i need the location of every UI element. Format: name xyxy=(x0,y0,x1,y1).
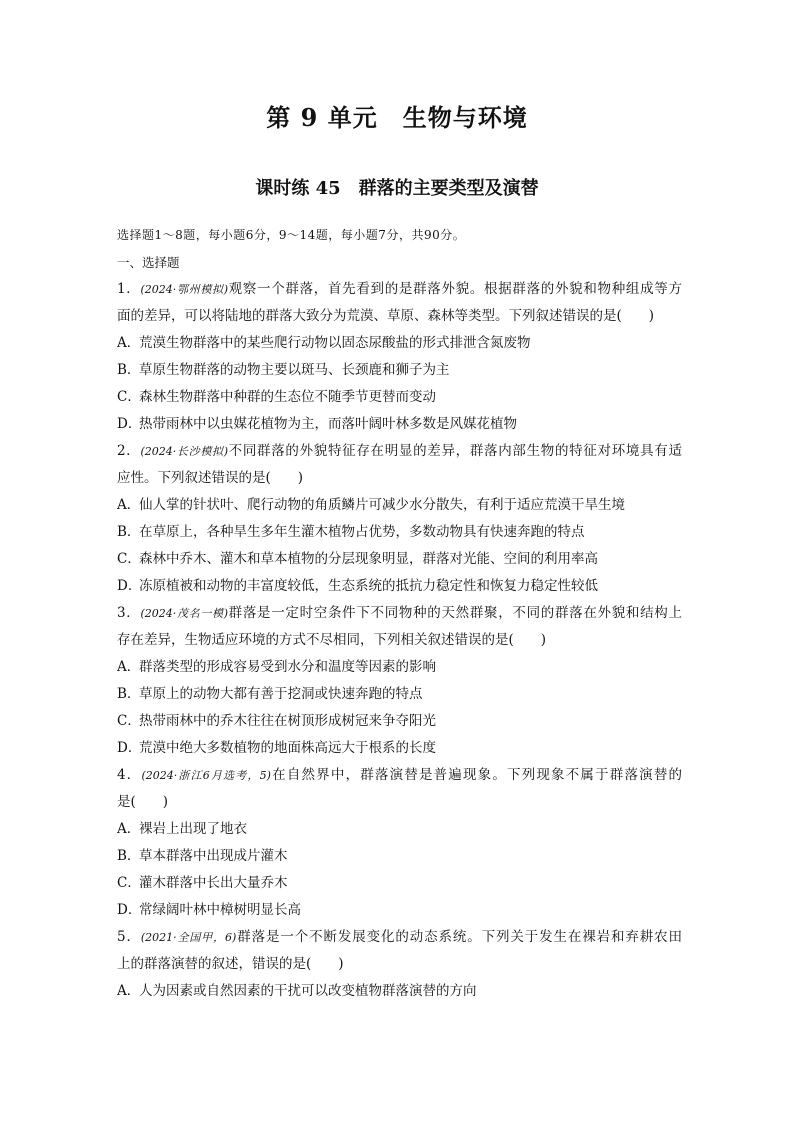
option-text: 在草原上，各种旱生多年生灌木植物占优势，多数动物具有快速奔跑的特点 xyxy=(139,524,585,540)
option-letter: C． xyxy=(117,389,141,405)
option-letter: B． xyxy=(117,524,141,540)
question-content xyxy=(117,222,682,1005)
question-stem-text: 群落是一定时空条件下不同物种的天然群聚，不同的群落在外貌和结构上 xyxy=(227,605,682,621)
section-label: 一、选择题 xyxy=(117,255,180,270)
question-stem-line xyxy=(117,762,682,789)
option-text: 草本群落中出现成片灌木 xyxy=(139,848,288,864)
question-source: (2024·浙江6月选考，5) xyxy=(141,769,271,782)
option-text: 草原生物群落的动物主要以斑马、长颈鹿和狮子为主 xyxy=(139,362,450,378)
option-text: 荒漠生物群落中的某些爬行动物以固态尿酸盐的形式排泄含氮废物 xyxy=(139,335,531,351)
option-text: 常绿阔叶林中樟树明显长高 xyxy=(139,902,301,918)
question-stem-text: 在自然界中，群落演替是普遍现象。下列现象不属于群落演替的 xyxy=(270,767,682,783)
option-d xyxy=(117,735,682,762)
option-letter: A． xyxy=(117,659,141,675)
option-letter: D． xyxy=(117,902,142,918)
option-text: 森林中乔木、灌木和草本植物的分层现象明显，群落对光能、空间的利用率高 xyxy=(139,551,598,567)
option-a xyxy=(117,654,682,681)
question-stem-text: 不同群落的外貌特征存在明显的差异，群落内部生物的特征对环境具有适 xyxy=(227,443,682,459)
question-stem-line: 上的群落演替的叙述，错误的是( ) xyxy=(117,956,344,972)
option-letter: A． xyxy=(117,335,141,351)
question-number: 2． xyxy=(117,443,141,459)
question-number: 3． xyxy=(117,605,141,621)
question-4 xyxy=(117,762,682,924)
question-stem-text: 群落是一个不断发展变化的动态系统。下列关于发生在裸岩和弃耕农田 xyxy=(236,929,682,945)
option-letter: D． xyxy=(117,740,142,756)
option-text: 荒漠中绝大多数植物的地面株高远大于根系的长度 xyxy=(139,740,436,756)
option-text: 仙人掌的针状叶、爬行动物的角质鳞片可减少水分散失，有利于适应荒漠干旱生境 xyxy=(139,497,625,513)
option-a xyxy=(117,816,682,843)
question-source: (2021·全国甲，6) xyxy=(140,931,237,944)
option-c xyxy=(117,546,682,573)
option-letter: B． xyxy=(117,848,141,864)
option-letter: C． xyxy=(117,713,141,729)
option-letter: D． xyxy=(117,416,142,432)
option-letter: A． xyxy=(117,821,141,837)
option-letter: A． xyxy=(117,983,141,999)
question-source: (2024·茂名一模) xyxy=(140,607,228,620)
option-b xyxy=(117,681,682,708)
option-c xyxy=(117,384,682,411)
question-source: (2024·鄂州模拟) xyxy=(140,283,228,296)
option-d xyxy=(117,897,682,924)
option-text: 草原上的动物大都有善于挖洞或快速奔跑的特点 xyxy=(139,686,423,702)
option-text: 冻原植被和动物的丰富度较低，生态系统的抵抗力稳定性和恢复力稳定性较低 xyxy=(139,578,598,594)
option-d xyxy=(117,573,682,600)
question-stem-line: 存在差异，生物适应环境的方式不尽相同，下列相关叙述错误的是( ) xyxy=(117,632,547,648)
option-letter: D． xyxy=(117,578,142,594)
question-stem-line: 面的差异，可以将陆地的群落大致分为荒漠、草原、森林等类型。下列叙述错误的是( ) xyxy=(117,308,655,324)
option-letter: B． xyxy=(117,362,141,378)
question-stem-line xyxy=(117,276,682,303)
question-1 xyxy=(117,276,682,438)
option-text: 热带雨林中的乔木往往在树顶形成树冠来争夺阳光 xyxy=(139,713,436,729)
lesson-title: 课时练 45 群落的主要类型及演替 xyxy=(255,178,539,199)
option-b xyxy=(117,843,682,870)
question-number: 5． xyxy=(117,929,141,945)
question-number: 4． xyxy=(117,767,142,783)
question-stem-line xyxy=(117,924,682,951)
option-letter: C． xyxy=(117,551,141,567)
score-note: 选择题1～8题，每小题6分，9～14题，每小题7分，共90分。 xyxy=(117,228,466,242)
option-text: 人为因素或自然因素的干扰可以改变植物群落演替的方向 xyxy=(139,983,477,999)
option-text: 群落类型的形成容易受到水分和温度等因素的影响 xyxy=(139,659,436,675)
option-a xyxy=(117,330,682,357)
question-stem-text: 观察一个群落，首先看到的是群落外貌。根据群落的外貌和物种组成等方 xyxy=(227,281,682,297)
option-c xyxy=(117,870,682,897)
question-3 xyxy=(117,600,682,762)
option-d xyxy=(117,411,682,438)
option-b xyxy=(117,357,682,384)
question-stem-line: 应性。下列叙述错误的是( ) xyxy=(117,470,304,486)
question-number: 1． xyxy=(117,281,141,297)
option-letter: C． xyxy=(117,875,141,891)
option-b xyxy=(117,519,682,546)
question-stem-line: 是( ) xyxy=(117,794,169,810)
question-stem-line xyxy=(117,438,682,465)
question-source: (2024·长沙模拟) xyxy=(140,445,228,458)
unit-title: 第 9 单元 生物与环境 xyxy=(266,103,528,132)
option-text: 灌木群落中长出大量乔木 xyxy=(139,875,288,891)
option-letter: A． xyxy=(117,497,141,513)
option-a xyxy=(117,978,682,1005)
option-c xyxy=(117,708,682,735)
option-text: 森林生物群落中种群的生态位不随季节更替而变动 xyxy=(139,389,436,405)
option-a xyxy=(117,492,682,519)
question-2 xyxy=(117,438,682,600)
option-text: 热带雨林中以虫媒花植物为主，而落叶阔叶林多数是风媒花植物 xyxy=(139,416,517,432)
question-5 xyxy=(117,924,682,1005)
question-stem-line xyxy=(117,600,682,627)
option-letter: B． xyxy=(117,686,141,702)
option-text: 裸岩上出现了地衣 xyxy=(139,821,247,837)
